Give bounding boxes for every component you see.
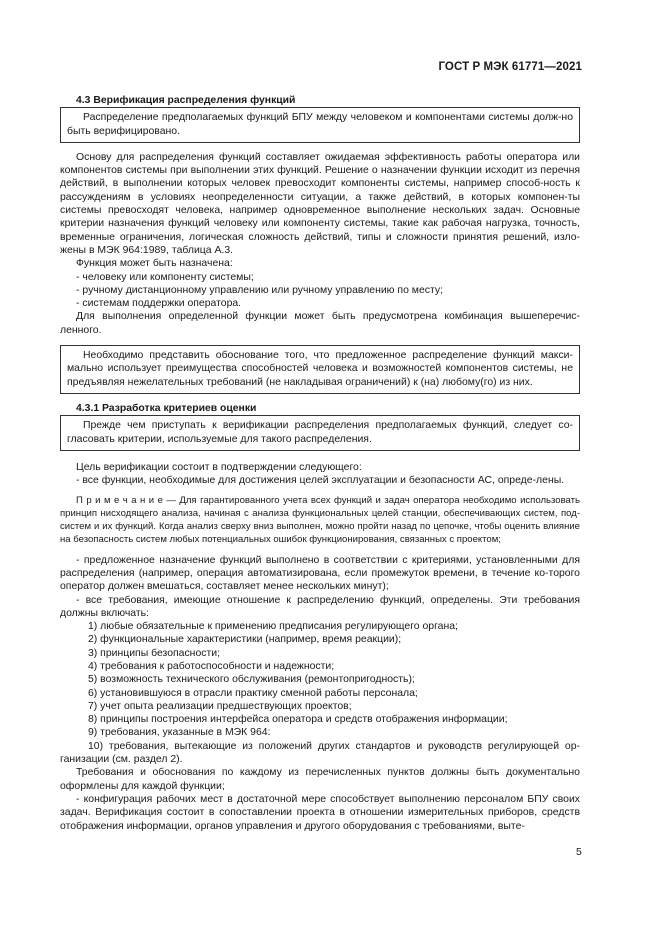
requirement-item: 1) любые обязательные к применению предписания регулирующего органа; (88, 621, 458, 633)
paragraph-basis: Основу для распределения функций составляет ожидаемая эффективность работы оператора или компонентов системы при выполнении этих функций. Решение о назначении функции исходит из перечня действий, в выполнении которых человек превосходит компоненты системы, например способ-ность к рассуждениям в условиях неопределенности ситуации, а также действий, в которых компонен-ты системы превосходят человека, например одновременное выполнение нескольких задач. Основные критерии назначения функций человеку или компоненту системы, такие как рабочая нагрузка, точность, временные ограничения, логическая сложность действий, типы и сложности принятия решений, изло-жены в МЭК 964:1989, таблица А.3. (60, 151, 580, 256)
requirement-item: 2) функциональные характеристики (например, время реакции); (88, 634, 402, 646)
goal-item: - конфигурация рабочих мест в достаточной мере способствует выполнению персоналом БПУ своих задач. Верификация состоит в сопоставлении проекта в отношении измерительных приборов, средств отображения информации, органов управления и другого оборудования с требованиями, выте- (60, 793, 580, 832)
requirement-box-2 (60, 345, 580, 394)
section-heading-4-3: 4.3 Верификация распределения функций (76, 95, 296, 106)
requirement-box-3-text: Прежде чем приступать к верификации распределения предполагаемых функций, следует со-гласовать критерии, используемые для такого распределения. (67, 420, 573, 445)
requirement-item: 5) возможность технического обслуживания (ремонтопригодность); (88, 674, 415, 686)
page-number: 5 (576, 846, 582, 858)
requirement-item: 3) принципы безопасности; (88, 647, 220, 659)
assign-item: - системам поддержки оператора. (76, 298, 242, 310)
assign-item: - человеку или компоненту системы; (76, 271, 254, 283)
paragraph-documentation: Требования и обоснования по каждому из перечисленных пунктов должны быть документально оформлены для каждой функции; (60, 767, 580, 792)
assign-item: - ручному дистанционному управлению или ручному управлению по месту; (76, 284, 443, 296)
requirement-item: 9) требования, указанные в МЭК 964: (88, 727, 271, 739)
page-content (60, 94, 580, 833)
goal-intro: Цель верификации состоит в подтверждении следующего: (76, 461, 362, 473)
note-label: П р и м е ч а н и е (76, 495, 163, 507)
requirement-item: 6) установившуюся в отрасли практику сменной работы персонала; (88, 687, 418, 699)
requirement-item: 8) принципы построения интерфейса оператора и средств отображения информации; (88, 714, 508, 726)
goal-item: - все функции, необходимые для достижения целей эксплуатации и безопасности АС, опреде-лены. (76, 475, 565, 487)
requirement-item: 10) требования, вытекающие из положений других стандартов и руководств регулирующей ор-ганизации (см. раздел 2). (60, 740, 580, 766)
paragraph-combination: Для выполнения определенной функции может быть предусмотрена комбинация вышеперечис-ленного. (60, 311, 580, 336)
requirement-box-1 (60, 107, 580, 143)
requirement-box-1-text: Распределение предполагаемых функций БПУ между человеком и компонентами системы долж-но быть верифицировано. (67, 112, 573, 137)
requirement-item: 7) учет опыта реализации предшествующих проектов; (88, 700, 352, 712)
goal-item: - все требования, имеющие отношение к распределению функций, определены. Эти требования должны включать: (60, 594, 580, 619)
requirement-box-2-text: Необходимо представить обоснование того, что предложенное распределение функций макси-мально использует преимущества способностей человека и возможностей компонентов системы, не предъявляя нежелательных требований (не накладывая ограничений) к (на) любому(го) из них. (67, 350, 573, 388)
requirement-item: 4) требования к работоспособности и надежности; (88, 660, 335, 672)
note-text: — Для гарантированного учета всех функций и задач оператора необходимо использовать принцип нисходящего анализа, начиная с анализа функциональных целей станции, обеспечивающих систем, под-систем и их функций. Когда анализ сверху вниз выполнен, можно пройти назад по цепочке, чтобы оценить влияние на безопасность систем любых потенциальных ошибок функционирования, связанных с проектом; (60, 495, 580, 545)
goal-item: - предложенное назначение функций выполнено в соответствии с критериями, установленными для распределения (например, операция автоматизирована, если промежуток времени, в течение ко-торого оператор должен вмешаться, составляет менее нескольких минут); (60, 554, 580, 593)
note (60, 495, 580, 546)
requirement-box-3 (60, 415, 580, 451)
document-id: ГОСТ Р МЭК 61771—2021 (438, 61, 582, 73)
assign-intro: Функция может быть назначена: (76, 258, 233, 270)
section-heading-4-3-1: 4.3.1 Разработка критериев оценки (76, 402, 257, 414)
